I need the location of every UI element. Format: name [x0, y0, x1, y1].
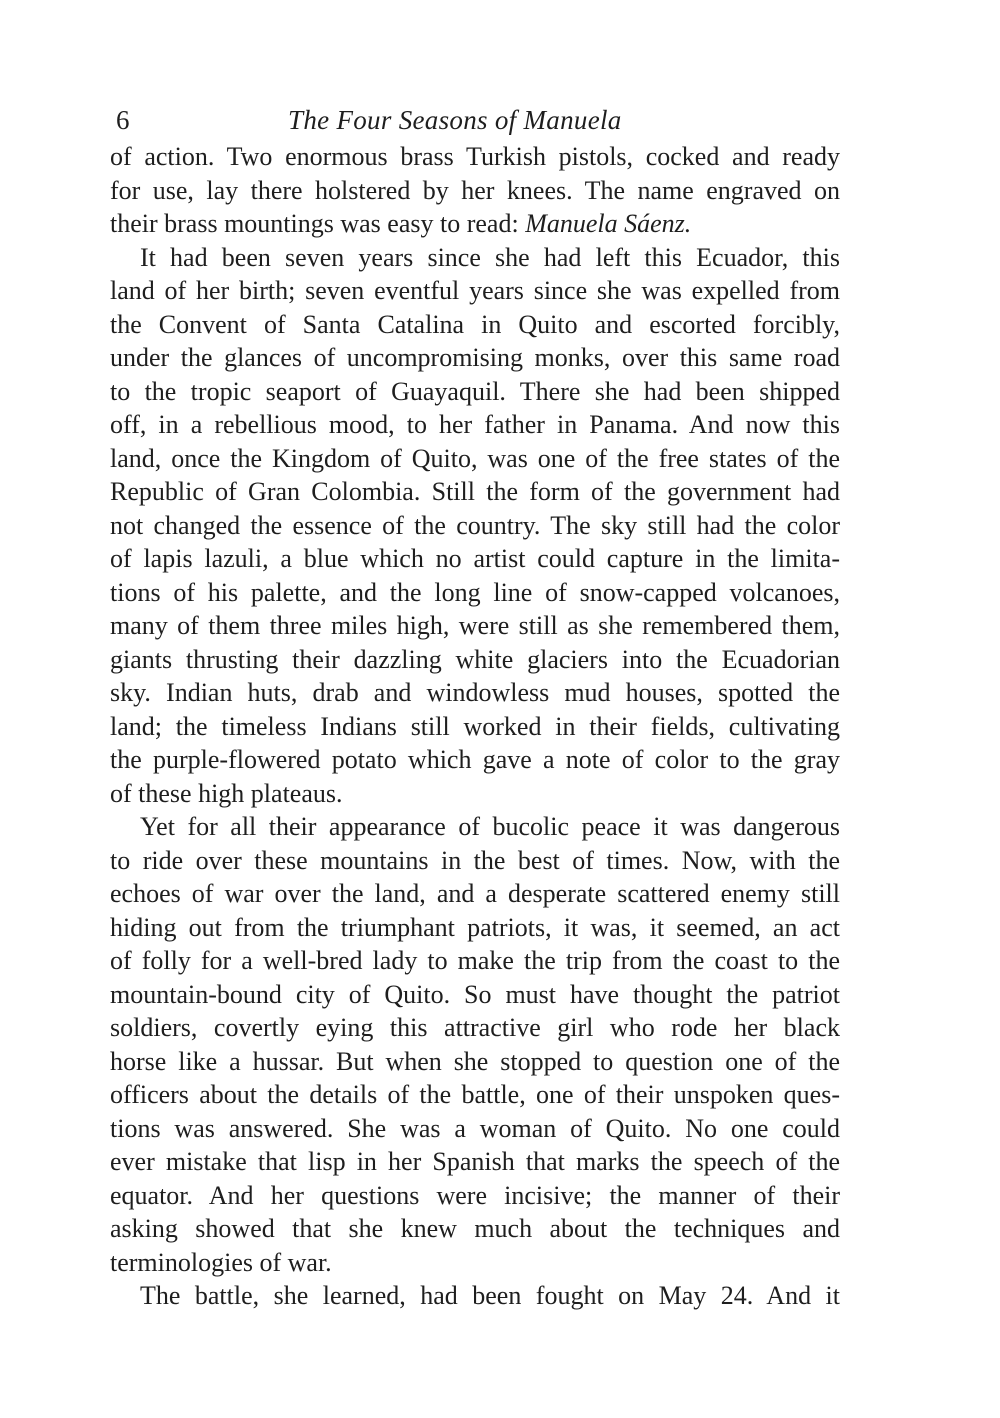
text-line: under the glances of uncompromising monks, over this same road — [110, 343, 840, 372]
running-head — [110, 100, 840, 140]
text-line: The battle, she learned, had been fought on May 24. And it — [140, 1281, 840, 1310]
text-line: tions was answered. She was a woman of Quito. No one could — [110, 1113, 840, 1143]
text-line: hiding out from the triumphant patriots, it was, it seemed, an act — [110, 912, 840, 942]
text-line: of lapis lazuli, a blue which no artist could capture in the limita- — [110, 544, 840, 573]
text-line: sky. Indian huts, drab and windowless mud houses, spotted the — [110, 678, 840, 707]
paragraph-1 — [110, 140, 840, 241]
body-text — [110, 140, 840, 1313]
text-line: the Convent of Santa Catalina in Quito and escorted forcibly, — [110, 309, 840, 339]
text-line: the purple-flowered potato which gave a note of color to the gray — [110, 745, 840, 774]
running-title: The Four Seasons of Manuela — [288, 105, 622, 135]
text-line: land, once the Kingdom of Quito, was one of the free states of the — [110, 443, 840, 473]
text-line: land; the timeless Indians still worked in their fields, cultivating — [110, 711, 840, 741]
text-line: asking showed that she knew much about the techniques and — [110, 1214, 840, 1243]
text-line — [110, 207, 840, 241]
page-number: 6 — [116, 105, 130, 135]
text-line: soldiers, covertly eying this attractive girl who rode her black — [110, 1013, 840, 1042]
text-line: mountain-bound city of Quito. So must have thought the patriot — [110, 979, 840, 1009]
text-line: It had been seven years since she had left this Ecuador, this — [140, 242, 840, 272]
paragraph-2 — [110, 241, 840, 811]
paragraph-3 — [110, 810, 840, 1279]
text-line: Yet for all their appearance of bucolic peace it was dangerous — [140, 812, 840, 841]
text-fragment: their brass mountings was easy to read: — [110, 209, 526, 238]
text-line: Republic of Gran Colombia. Still the form of the government had — [110, 477, 840, 506]
text-line: not changed the essence of the country. The sky still had the color — [110, 510, 840, 540]
text-line: ever mistake that lisp in her Spanish that marks the speech of the — [110, 1147, 840, 1176]
text-line: of these high plateaus. — [110, 778, 343, 808]
text-line: for use, lay there holstered by her knees. The name engraved on — [110, 175, 840, 205]
book-page — [110, 100, 840, 1313]
text-line: echoes of war over the land, and a desperate scattered enemy still — [110, 879, 840, 908]
text-line: land of her birth; seven eventful years since she was expelled from — [110, 276, 840, 305]
italic-name: Manuela Sáenz. — [525, 209, 692, 238]
text-line: horse like a hussar. But when she stopped to question one of the — [110, 1046, 840, 1076]
text-line: officers about the details of the battle, one of their unspoken ques- — [110, 1080, 840, 1109]
text-line: to ride over these mountains in the best of times. Now, with the — [110, 845, 840, 875]
text-line: giants thrusting their dazzling white glaciers into the Ecuadorian — [110, 644, 840, 674]
text-line: terminologies of war. — [110, 1247, 332, 1277]
paragraph-4 — [110, 1279, 840, 1313]
text-line: equator. And her questions were incisive; the manner of their — [110, 1180, 840, 1210]
text-line: of folly for a well-bred lady to make the trip from the coast to the — [110, 946, 840, 975]
text-line: tions of his palette, and the long line of snow-capped volcanoes, — [110, 577, 840, 607]
text-line: off, in a rebellious mood, to her father in Panama. And now this — [110, 410, 840, 439]
text-line: of action. Two enormous brass Turkish pistols, cocked and ready — [110, 142, 840, 171]
text-line: many of them three miles high, were still as she remembered them, — [110, 611, 840, 640]
text-line: to the tropic seaport of Guayaquil. There she had been shipped — [110, 376, 840, 406]
